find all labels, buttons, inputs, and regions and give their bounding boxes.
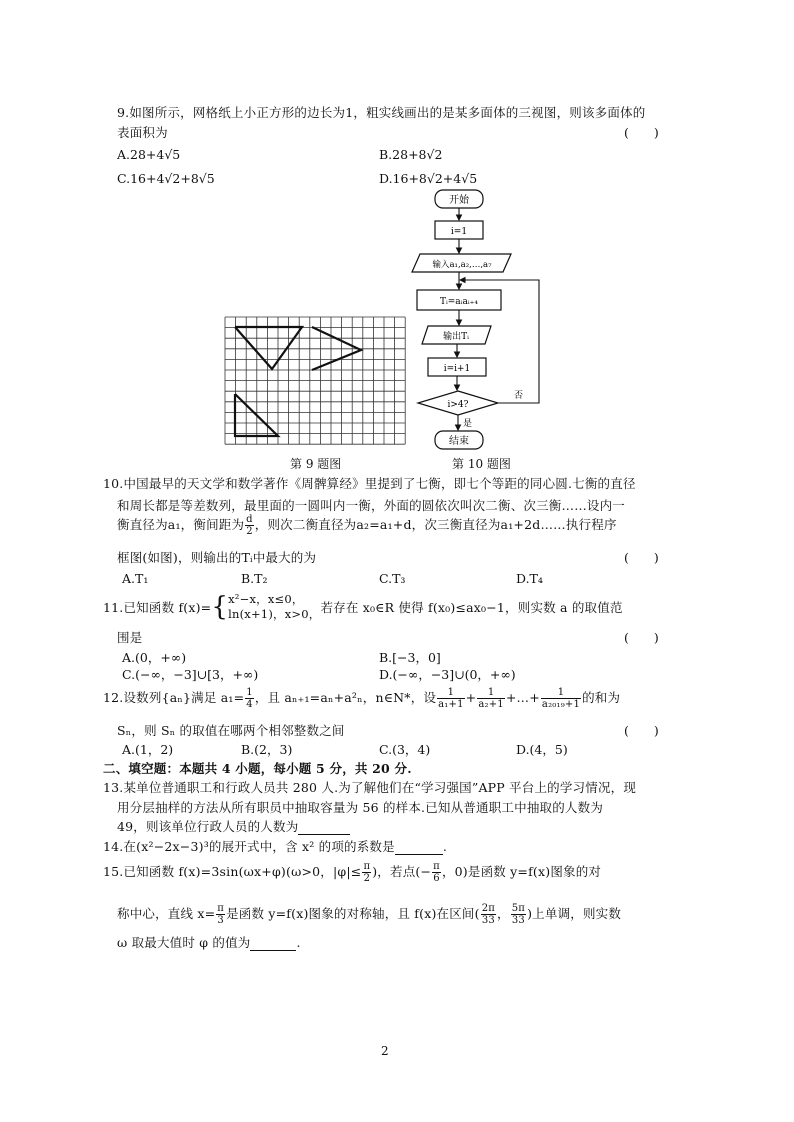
flow-start-label: 开始 [449, 195, 469, 206]
q15-comma: ， [497, 906, 510, 921]
q9-option-b: B.28+8√2 [379, 147, 443, 162]
q10-option-b: B.T₂ [241, 571, 268, 586]
q15-fraction-pi-over-2 [362, 861, 371, 884]
q11-prefix: 11.已知函数 f(x)= [103, 600, 212, 615]
front-view-shape [235, 327, 302, 369]
q10-answer-paren: ( ) [624, 550, 659, 565]
q12-plus1: + [465, 690, 477, 705]
q15-line3-text: ω 取最大值时 φ 的值为 [117, 935, 251, 950]
flow-end-label: 结束 [449, 436, 469, 447]
q14-period: . [442, 839, 448, 854]
q11-piecewise-brace: { [211, 592, 229, 622]
q15-part2: )，若点(− [372, 864, 432, 879]
q10-figure-caption: 第 10 题图 [452, 457, 511, 471]
q15-fraction-2pi-over-33 [481, 903, 496, 926]
q9-stem-line1: 9.如图所示，网格纸上小正方形的边长为1，粗实线画出的是某多面体的三视图，则该多面体的 [117, 105, 646, 120]
q9-three-view-figure [224, 316, 408, 454]
q10-option-c: C.T₃ [379, 571, 406, 586]
q10-flowchart [408, 186, 558, 458]
q12-part3: 的和为 [582, 690, 621, 705]
q10-fraction-d-over-2 [245, 514, 254, 537]
flow-input-label: 输入a₁,a₂,…,a₇ [432, 260, 492, 270]
q12-line2: Sₙ，则 Sₙ 的取值在哪两个相邻整数之间 [117, 723, 345, 738]
frac-numerator: 1 [541, 687, 581, 699]
frac-numerator: 2π [481, 903, 496, 914]
q15-line2 [117, 903, 621, 926]
q10-line2: 和周长都是等差数列，最里面的一圆叫内一衡，外面的圆依次叫次二衡、次三衡……设内一 [117, 498, 626, 513]
q11-case2: ln(x+1)，x>0， [228, 607, 321, 621]
q15-line2a: 称中心，直线 x= [117, 906, 216, 921]
q15-fraction-pi-over-3 [216, 903, 225, 926]
q12-option-d: D.(4，5) [516, 742, 568, 757]
q11-option-a: A.(0，+∞) [122, 650, 187, 665]
q11-option-d: D.(−∞，−3]∪(0，+∞) [379, 667, 516, 682]
q12-fraction-term-last [541, 687, 581, 710]
q15-part3: ，0)是函数 y=f(x)图象的对 [441, 864, 602, 879]
q15-fraction-5pi-over-33 [511, 903, 526, 926]
q13-line3-text: 49，则该单位行政人员的人数为 [117, 819, 299, 834]
frac-numerator: 1 [437, 687, 465, 699]
q12-line1 [103, 687, 620, 710]
q15-line2b: 是函数 y=f(x)图象的对称轴，且 f(x)在区间( [226, 906, 480, 921]
q13-line1: 13.某单位普通职工和行政人员共 280 人.为了解他们在“学习强国”APP 平台上的学习情况，现 [103, 780, 637, 795]
q12-fraction-term1 [437, 687, 465, 710]
q10-line3 [117, 514, 617, 537]
frac-numerator: 1 [246, 687, 253, 698]
flow-increment-label: i=i+1 [443, 364, 471, 374]
q15-answer-blank[interactable] [250, 935, 296, 951]
frac-numerator: π [217, 903, 225, 914]
frac-denominator: 33 [481, 915, 495, 926]
q14-text: 14.在(x²−2x−3)³的展开式中，含 x² 的项的系数是 [103, 839, 395, 854]
q11-cases [228, 592, 320, 622]
frac-numerator: π [363, 861, 371, 872]
q13-line2: 用分层抽样的方法从所有职员中抽取容量为 56 的样本.已知从普通职工中抽取的人数为 [117, 800, 604, 815]
q10-line1: 10.中国最早的天文学和数学著作《周髀算经》里提到了七衡，即七个等距的同心圆.七衡的直径 [103, 476, 636, 491]
q11-option-c: C.(−∞，−3]∪[3，+∞) [122, 667, 259, 682]
q15-period: . [296, 935, 301, 950]
q15-part1: 15.已知函数 f(x)=3sin(ωx+φ)(ω>0，|φ|≤ [103, 864, 362, 879]
frac-denominator: 33 [511, 915, 525, 926]
q11-line1 [103, 592, 623, 622]
frac-denominator: a₁+1 [438, 699, 464, 710]
q12-part1: 12.设数列{aₙ}满足 a₁= [103, 690, 245, 705]
frac-numerator: d [246, 514, 253, 525]
flow-no-label: 否 [514, 391, 524, 401]
frac-denominator: 6 [433, 873, 440, 884]
q15-line1 [103, 861, 601, 884]
q10-option-d: D.T₄ [516, 571, 543, 586]
frac-numerator: 5π [511, 903, 526, 914]
flow-init-label: i=1 [450, 227, 468, 237]
q12-option-b: B.(2，3) [241, 742, 293, 757]
frac-denominator: a₂+1 [478, 699, 504, 710]
q9-answer-paren: ( ) [624, 125, 659, 140]
page-number: 2 [381, 1044, 389, 1058]
q12-fraction-term2 [477, 687, 505, 710]
frac-denominator: 2 [363, 873, 371, 884]
q15-fraction-pi-over-6 [432, 861, 441, 884]
frac-denominator: 2 [246, 526, 253, 537]
q12-part2: ，且 aₙ₊₁=aₙ+a²ₙ，n∈N*，设 [254, 690, 437, 705]
q15-line2c: )上单调，则实数 [527, 906, 622, 921]
flow-yes-label: 是 [463, 419, 473, 429]
q11-option-b: B.[−3，0] [379, 650, 441, 665]
q11-line2: 围是 [117, 630, 143, 645]
frac-denominator: 3 [217, 915, 224, 926]
flow-compute-label: Tᵢ=aᵢaᵢ₊₄ [439, 297, 479, 307]
q12-fraction-a1 [245, 687, 254, 710]
q10-line3-end: ，则次二衡直径为a₂=a₁+d，次三衡直径为a₁+2d……执行程序 [254, 517, 617, 532]
frac-numerator: 1 [477, 687, 505, 699]
q11-suffix: 若存在 x₀∈R 使得 f(x₀)≤ax₀−1，则实数 a 的取值范 [320, 600, 623, 615]
q9-option-a: A.28+4√5 [117, 147, 181, 162]
q10-option-a: A.T₁ [122, 571, 149, 586]
flow-condition-label: i>4? [447, 400, 469, 410]
q9-figure-caption: 第 9 题图 [290, 457, 342, 471]
q9-option-d: D.16+8√2+4√5 [379, 171, 478, 186]
section-fill-in-heading: 二、填空题：本题共 4 小题，每小题 5 分，共 20 分. [103, 761, 412, 776]
frac-denominator: 4 [246, 699, 253, 710]
q11-case1: x²−x，x≤0， [228, 592, 304, 606]
q11-answer-paren: ( ) [624, 630, 659, 645]
q14-line [103, 837, 447, 855]
q13-answer-blank[interactable] [298, 819, 350, 835]
q9-stem-line2: 表面积为 [117, 125, 168, 140]
q12-plus2: +…+ [505, 690, 540, 705]
q9-option-c: C.16+4√2+8√5 [117, 171, 215, 186]
frac-denominator: a₂₀₁₉+1 [541, 699, 581, 710]
q10-line3-start: 衡直径为a₁，衡间距为 [117, 517, 245, 532]
q10-line4: 框图(如图)，则输出的Tᵢ中最大的为 [117, 550, 317, 565]
q13-line3 [117, 817, 350, 835]
q14-answer-blank[interactable] [395, 839, 443, 855]
flow-output-label: 输出Tᵢ [443, 332, 469, 342]
q12-answer-paren: ( ) [624, 723, 659, 738]
frac-numerator: π [433, 861, 440, 872]
q12-option-c: C.(3，4) [379, 742, 431, 757]
q15-line3 [117, 933, 301, 951]
q12-option-a: A.(1，2) [122, 742, 174, 757]
